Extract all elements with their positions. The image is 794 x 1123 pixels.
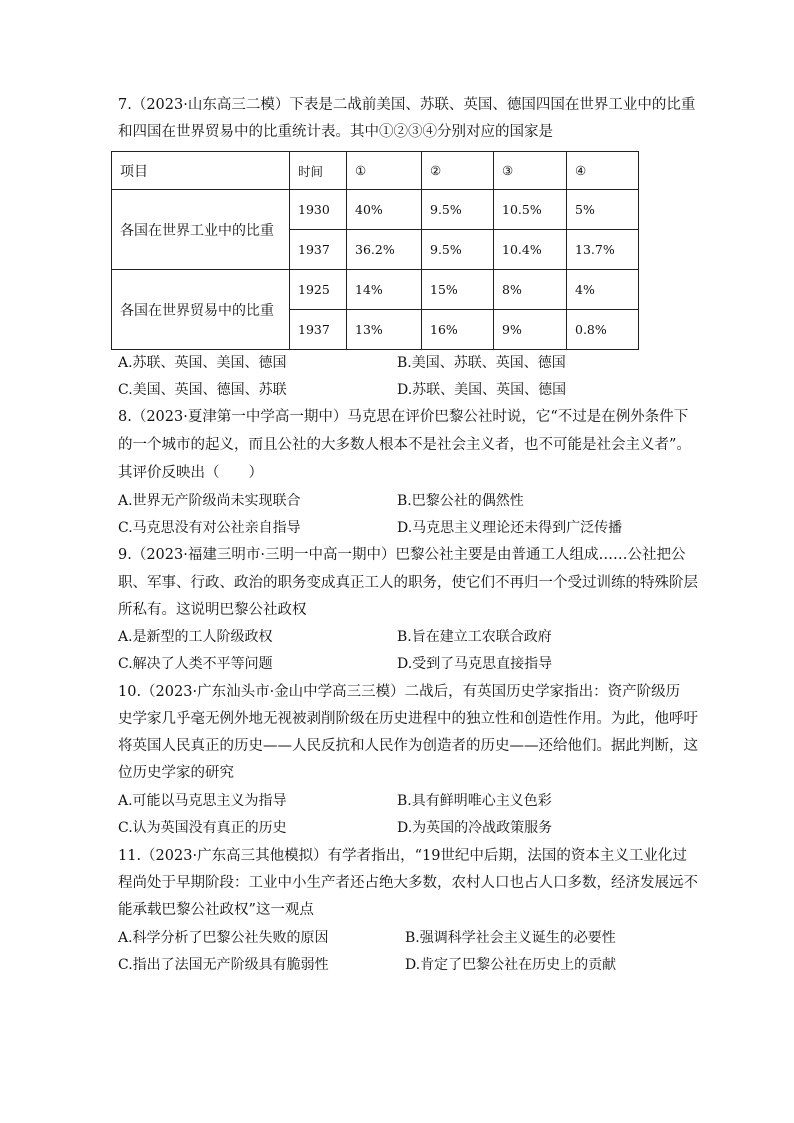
q11-option-a[interactable]: A.科学分析了巴黎公社失败的原因 [118, 930, 329, 946]
q8-stem-line-1: 8.（2023·夏津第一中学高一期中）马克思在评价巴黎公社时说，它“不过是在例外条件下 [118, 409, 689, 425]
header-item: 项目 [112, 152, 290, 190]
q8-option-a[interactable]: A.世界无产阶级尚未实现联合 [118, 493, 301, 509]
q10-stem-line-2: 史学家几乎毫无例外地无视被剥削阶级在历史进程中的独立性和创造性作用。为此，他呼吁 [118, 711, 698, 727]
q9-stem-line-2: 职、军事、行政、政治的职务变成真正工人的职务，使它们不再归一个受过训练的特殊阶层 [118, 575, 698, 591]
q7-option-d[interactable]: D.苏联、美国、英国、德国 [397, 382, 567, 398]
q7-option-c[interactable]: C.美国、英国、德国、苏联 [118, 382, 287, 398]
q10-option-b[interactable]: B.具有鲜明唯心主义色彩 [397, 793, 552, 809]
q9-stem-line-1: 9.（2023·福建三明市·三明一中高一期中）巴黎公社主要是由普通工人组成……公社把公 [118, 547, 686, 563]
q11-option-b[interactable]: B.强调科学社会主义诞生的必要性 [405, 930, 616, 946]
header-country-3: ③ [494, 152, 567, 190]
q11-option-c[interactable]: C.指出了法国无产阶级具有脆弱性 [118, 957, 329, 973]
table-cell: 1930 [290, 190, 347, 230]
q7-option-b[interactable]: B.美国、苏联、英国、德国 [397, 355, 566, 371]
table-cell: 16% [422, 310, 494, 350]
q9-stem-line-3: 所私有。这说明巴黎公社政权 [118, 602, 307, 618]
q7-stem-line-1: 7.（2023·山东高三二模）下表是二战前美国、苏联、英国、德国四国在世界工业中的比重 [118, 97, 696, 113]
q10-stem-line-3: 将英国人民真正的历史——人民反抗和人民作为创造者的历史——还给他们。据此判断，这 [118, 738, 698, 754]
q9-option-a[interactable]: A.是新型的工人阶级政权 [118, 629, 273, 645]
table-cell: 8% [494, 270, 567, 310]
table-cell: 9.5% [422, 230, 494, 270]
table-row [112, 190, 639, 230]
q9-option-d[interactable]: D.受到了马克思直接指导 [397, 656, 553, 672]
header-country-4: ④ [567, 152, 639, 190]
table-header-row [112, 152, 639, 190]
table-cell: 13% [347, 310, 422, 350]
table-cell: 1925 [290, 270, 347, 310]
group-label-industry: 各国在世界工业中的比重 [112, 190, 290, 270]
q8-option-c[interactable]: C.马克思没有对公社亲自指导 [118, 520, 301, 536]
table-cell: 9.5% [422, 190, 494, 230]
q11-stem-line-1: 11.（2023·广东高三其他模拟）有学者指出，“19世纪中后期，法国的资本主义工业化过 [118, 848, 687, 864]
q10-stem-line-4: 位历史学家的研究 [118, 765, 234, 781]
group-label-trade: 各国在世界贸易中的比重 [112, 270, 290, 350]
q7-option-a[interactable]: A.苏联、英国、美国、德国 [118, 355, 287, 371]
header-time: 时间 [290, 152, 347, 190]
table-cell: 13.7% [567, 230, 639, 270]
table-cell: 10.5% [494, 190, 567, 230]
table-cell: 9% [494, 310, 567, 350]
table-cell: 14% [347, 270, 422, 310]
table-cell: 10.4% [494, 230, 567, 270]
q9-option-b[interactable]: B.旨在建立工农联合政府 [397, 629, 552, 645]
table-cell: 5% [567, 190, 639, 230]
q8-stem-line-3: 其评价反映出（ ） [118, 465, 263, 481]
table-cell: 4% [567, 270, 639, 310]
q9-option-c[interactable]: C.解决了人类不平等问题 [118, 656, 273, 672]
q11-stem-line-3: 能承载巴黎公社政权”这一观点 [118, 902, 314, 918]
table-cell: 0.8% [567, 310, 639, 350]
table-row [112, 270, 639, 310]
q8-option-d[interactable]: D.马克思主义理论还未得到广泛传播 [397, 520, 623, 536]
q7-stem-line-2: 和四国在世界贸易中的比重统计表。其中①②③④分别对应的国家是 [118, 124, 553, 140]
q11-stem-line-2: 程尚处于早期阶段：工业中小生产者还占绝大多数，农村人口也占人口多数，经济发展远不 [118, 875, 698, 891]
table-cell: 36.2% [347, 230, 422, 270]
table-cell: 1937 [290, 310, 347, 350]
table-cell: 1937 [290, 230, 347, 270]
q10-stem-line-1: 10.（2023·广东汕头市·金山中学高三三模）二战后，有英国历史学家指出：资产阶级历 [118, 684, 681, 700]
q10-option-c[interactable]: C.认为英国没有真正的历史 [118, 820, 287, 836]
q7-statistics-table [111, 151, 639, 350]
header-country-1: ① [347, 152, 422, 190]
q8-stem-line-2: 的一个城市的起义，而且公社的大多数人根本不是社会主义者，也不可能是社会主义者”。 [118, 437, 691, 453]
table-cell: 15% [422, 270, 494, 310]
q10-option-a[interactable]: A.可能以马克思主义为指导 [118, 793, 287, 809]
q8-option-b[interactable]: B.巴黎公社的偶然性 [397, 493, 524, 509]
q10-option-d[interactable]: D.为英国的冷战政策服务 [397, 820, 553, 836]
q11-option-d[interactable]: D.肯定了巴黎公社在历史上的贡献 [405, 957, 617, 973]
table-cell: 40% [347, 190, 422, 230]
header-country-2: ② [422, 152, 494, 190]
